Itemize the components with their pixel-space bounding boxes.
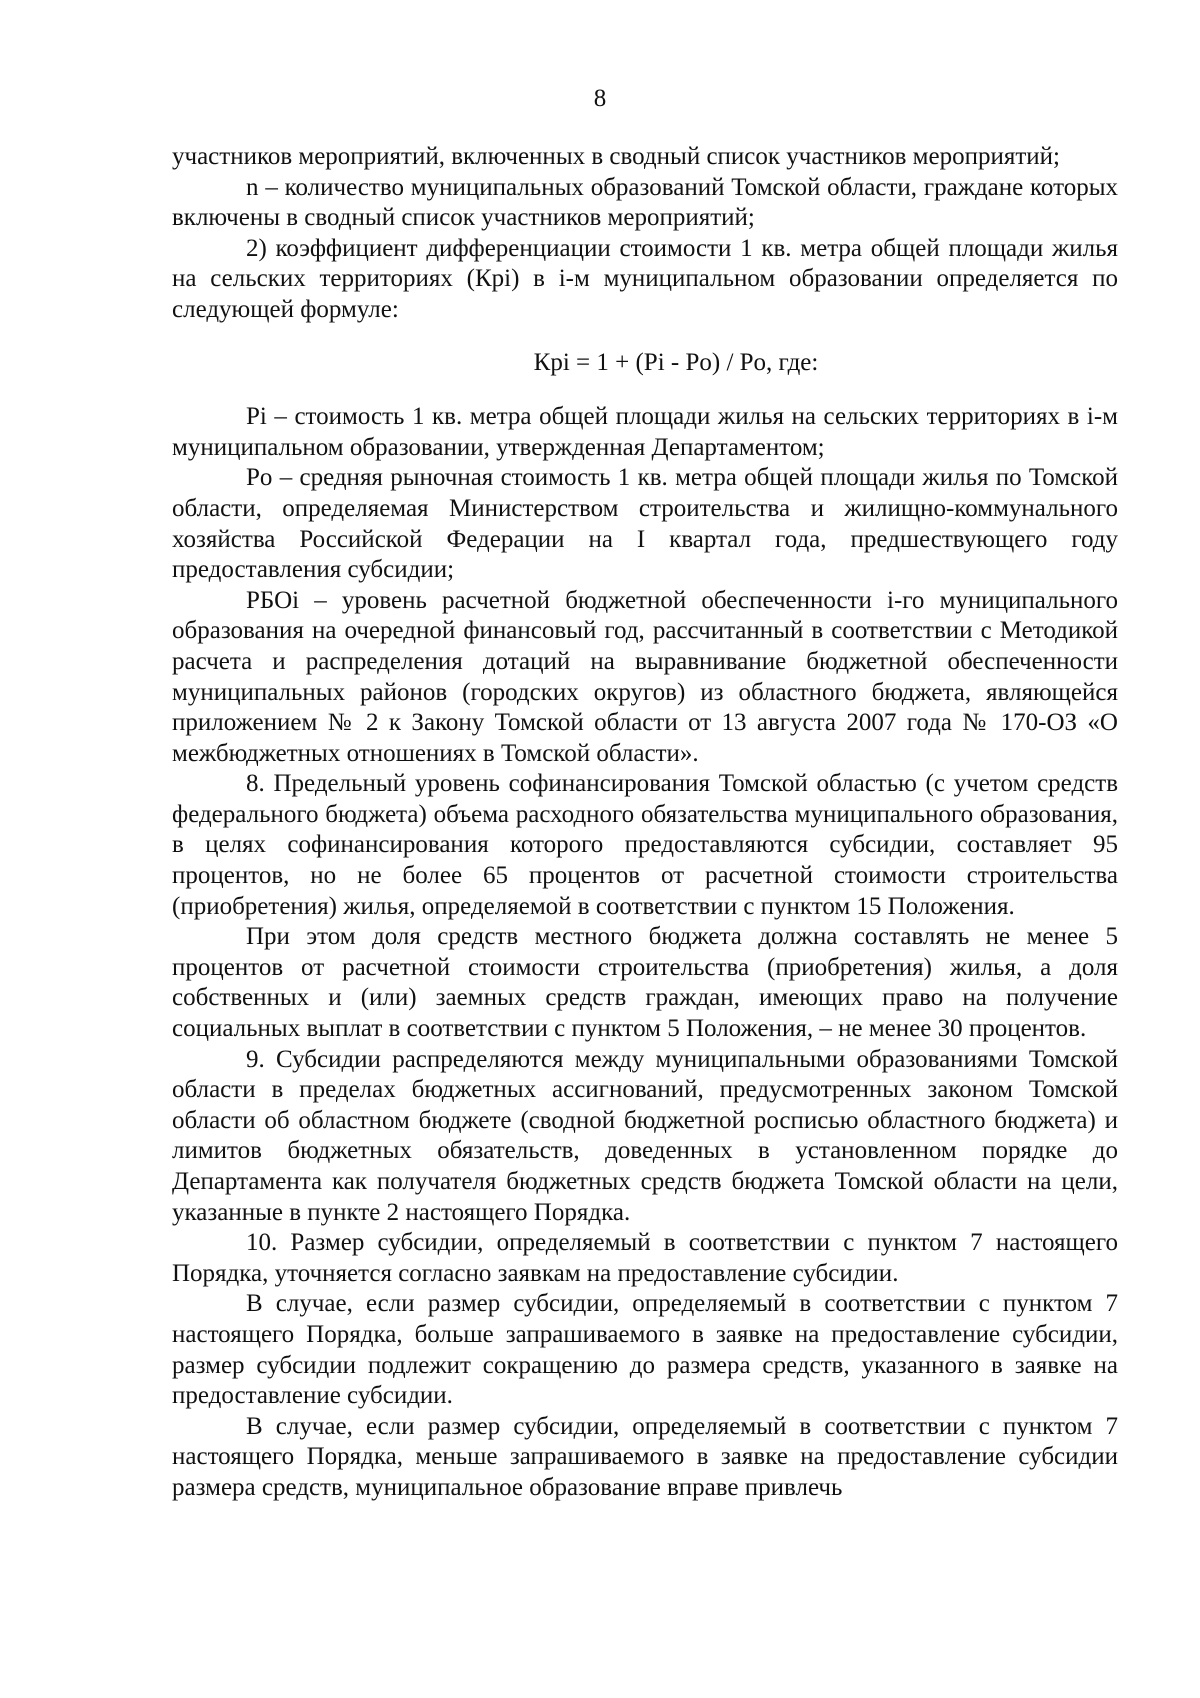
document-body — [172, 142, 1118, 1504]
paragraph-item-9: 9. Субсидии распределяются между муниципальными образованиями Томской области в пределах бюджетных ассигнований, предусмотренных законом Томской области об областном бюджете (сводной бюджетной росписью областного бюджета) и лимитов бюджетных обязательств, доведенных в установленном порядке до Департамента как получателя бюджетных средств бюджета Томской области на цели, указанные в пункте 2 настоящего Порядка. — [172, 1045, 1118, 1226]
paragraph-coefficient-definition: 2) коэффициент дифференциации стоимости 1 кв. метра общей площади жилья на сельских территориях (Кpi) в i-м муниципальном образовании определяется по следующей формуле: — [172, 234, 1118, 323]
paragraph-po-definition: Po – средняя рыночная стоимость 1 кв. метра общей площади жилья по Томской области, определяемая Министерством строительства и жилищно-коммунального хозяйства Российской Федерации на I квартал года, предшествующего году предоставления субсидии; — [172, 464, 1118, 584]
paragraph-local-budget-share: При этом доля средств местного бюджета должна составлять не менее 5 процентов от расчетной стоимости строительства (приобретения) жилья, а доля собственных и (или) заемных средств граждан, имеющих право на получение социальных выплат в соответствии с пунктом 5 Положения, – не менее 30 процентов. — [172, 923, 1118, 1043]
paragraph-participants-continuation: участников мероприятий, включенных в сводный список участников мероприятий; — [172, 143, 1060, 170]
paragraph-item-10: 10. Размер субсидии, определяемый в соответствии с пунктом 7 настоящего Порядка, уточняется согласно заявкам на предоставление субсидии. — [172, 1229, 1118, 1287]
paragraph-pi-definition: Pi – стоимость 1 кв. метра общей площади жилья на сельских территориях в i-м муниципальном образовании, утвержденная Департаментом; — [172, 403, 1118, 461]
formula-kpi: Кpi = 1 + (Pi - Po) / Po, где: — [533, 348, 819, 376]
paragraph-subsidy-smaller-case: В случае, если размер субсидии, определяемый в соответствии с пунктом 7 настоящего Порядка, меньше запрашиваемого в заявке на предоставление субсидии размера средств, муниципальное образование вправе привлечь — [172, 1412, 1118, 1501]
paragraph-n-definition: n – количество муниципальных образований Томской области, граждане которых включены в сводный список участников мероприятий; — [172, 173, 1118, 232]
paragraph-rboi-definition: РБОi – уровень расчетной бюджетной обеспеченности i-го муниципального образования на очередной финансовый год, рассчитанный в соответствии с Методикой расчета и распределения дотаций на выравнивание бюджетной обеспеченности муниципальных районов (городских округов) из областного бюджета, являющейся приложением № 2 к Закону Томской области от 13 августа 2007 года № 170-ОЗ «О межбюджетных отношениях в Томской области». — [172, 586, 1118, 767]
paragraph-item-8: 8. Предельный уровень софинансирования Томской областью (с учетом средств федерального бюджета) объема расходного обязательства муниципального образования, в целях софинансирования которого предоставляются субсидии, составляет 95 процентов, но не более 65 процентов от расчетной стоимости строительства (приобретения) жилья, определяемой в соответствии с пунктом 15 Положения. — [172, 770, 1118, 920]
paragraph-subsidy-greater-case: В случае, если размер субсидии, определяемый в соответствии с пунктом 7 настоящего Порядка, больше запрашиваемого в заявке на предоставление субсидии, размер субсидии подлежит сокращению до размера средств, указанного в заявке на предоставление субсидии. — [172, 1290, 1118, 1410]
page-number: 8 — [593, 85, 607, 112]
